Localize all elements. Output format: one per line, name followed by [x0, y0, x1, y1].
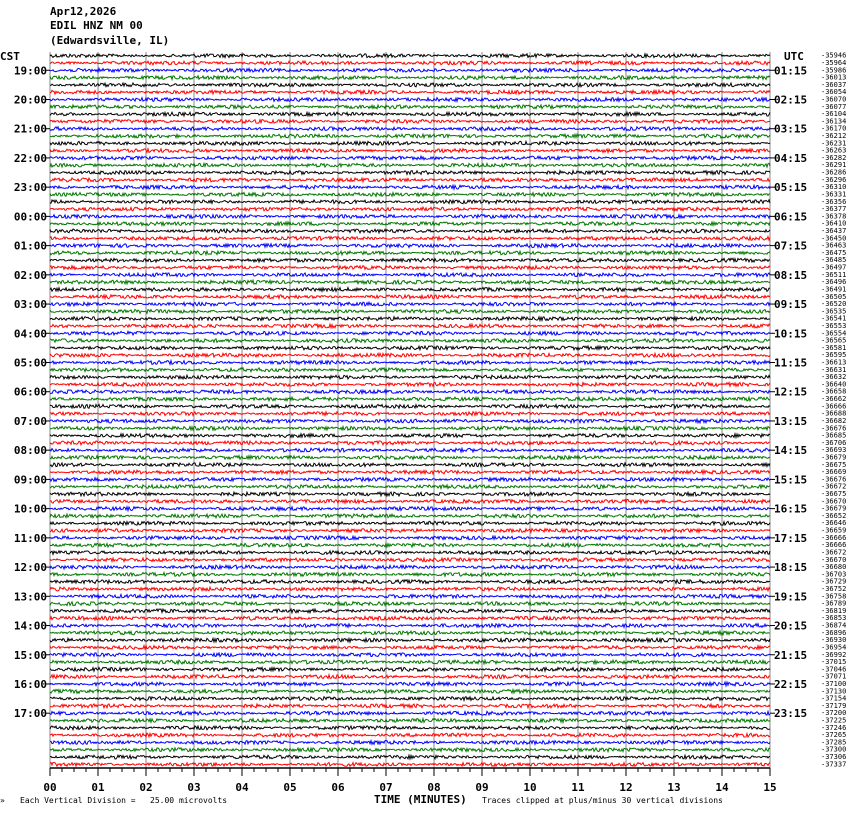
seismic-trace — [50, 762, 770, 766]
hour-label-cst: 14:00 — [13, 619, 47, 633]
hour-label-cst: 19:00 — [13, 64, 47, 78]
trace-offset-label: -36954 — [821, 643, 847, 652]
trace-offset-label: -36104 — [821, 110, 847, 119]
seismic-trace — [50, 397, 770, 401]
seismic-trace — [50, 499, 770, 503]
seismic-trace — [50, 587, 770, 591]
x-tick-label: 05 — [283, 781, 297, 794]
seismic-trace — [50, 594, 770, 598]
trace-offset-label: -36170 — [821, 124, 847, 133]
hour-label-utc: 18:15 — [774, 561, 808, 575]
trace-offset-label: -37225 — [821, 716, 847, 725]
trace-offset-label: -36496 — [821, 278, 847, 287]
seismic-trace — [50, 222, 770, 226]
header-location: (Edwardsville, IL) — [50, 34, 170, 47]
seismic-trace — [50, 529, 770, 533]
seismic-trace — [50, 390, 770, 394]
trace-offset-label: -36632 — [821, 373, 847, 382]
x-tick-label: 15 — [763, 781, 777, 794]
seismic-trace — [50, 310, 770, 314]
seismic-trace — [50, 76, 770, 80]
trace-offset-label: -36595 — [821, 351, 847, 360]
hour-label-cst: 03:00 — [13, 298, 47, 312]
trace-offset-label: -37100 — [821, 679, 847, 688]
seismic-trace — [50, 171, 770, 175]
seismic-trace — [50, 543, 770, 547]
hour-label-utc: 19:15 — [774, 590, 808, 604]
trace-offset-label: -36631 — [821, 365, 847, 374]
seismic-trace — [50, 689, 770, 693]
seismic-trace — [50, 741, 770, 745]
hour-label-cst: 00:00 — [13, 210, 47, 224]
seismic-trace — [50, 324, 770, 328]
seismic-trace — [50, 755, 770, 759]
seismic-trace — [50, 441, 770, 445]
hour-label-cst: 07:00 — [13, 414, 47, 428]
seismic-trace — [50, 470, 770, 474]
hour-label-cst: 11:00 — [13, 531, 47, 545]
trace-offset-label: -36676 — [821, 475, 847, 484]
seismic-trace — [50, 719, 770, 723]
hour-label-cst: 06:00 — [13, 385, 47, 399]
seismic-trace — [50, 748, 770, 752]
utc-label: UTC — [784, 50, 804, 63]
trace-offset-label: -36410 — [821, 219, 847, 228]
trace-offset-label: -36670 — [821, 555, 847, 564]
seismic-trace — [50, 492, 770, 496]
seismic-trace — [50, 624, 770, 628]
seismic-trace — [50, 375, 770, 379]
seismic-trace — [50, 141, 770, 145]
x-tick-label: 02 — [139, 781, 153, 794]
x-tick-label: 00 — [43, 781, 57, 794]
seismic-trace — [50, 733, 770, 737]
hour-label-cst: 09:00 — [13, 473, 47, 487]
seismic-trace — [50, 346, 770, 350]
trace-offset-label: -36679 — [821, 504, 847, 513]
trace-offset-label: -36672 — [821, 548, 847, 557]
seismic-trace — [50, 616, 770, 620]
header-date: Apr12,2026 — [50, 5, 117, 18]
trace-offset-label: -36669 — [821, 468, 847, 477]
trace-offset-label: -36581 — [821, 343, 847, 352]
hour-label-utc: 06:15 — [774, 210, 808, 224]
seismic-trace — [50, 288, 770, 292]
seismic-trace — [50, 565, 770, 569]
seismic-trace — [50, 580, 770, 584]
trace-offset-label: -36676 — [821, 424, 847, 433]
hour-label-cst: 08:00 — [13, 444, 47, 458]
seismic-trace — [50, 631, 770, 635]
hour-label-cst: 02:00 — [13, 268, 47, 282]
seismic-trace — [50, 361, 770, 365]
x-tick-label: 11 — [571, 781, 585, 794]
x-tick-label: 14 — [715, 781, 729, 794]
seismic-trace — [50, 90, 770, 94]
trace-offset-label: -36703 — [821, 570, 847, 579]
hour-label-utc: 10:15 — [774, 327, 808, 341]
seismic-trace — [50, 105, 770, 109]
seismic-trace — [50, 478, 770, 482]
trace-offset-label: -36310 — [821, 183, 847, 192]
header-station: EDIL HNZ NM 00 — [50, 19, 143, 32]
hour-label-cst: 10:00 — [13, 502, 47, 516]
trace-offset-label: -36378 — [821, 212, 847, 221]
hour-label-utc: 12:15 — [774, 385, 808, 399]
trace-offset-label: -37300 — [821, 745, 847, 754]
hour-label-utc: 01:15 — [774, 64, 808, 78]
seismic-trace — [50, 368, 770, 372]
seismic-trace — [50, 119, 770, 123]
trace-offset-label: -36565 — [821, 336, 847, 345]
trace-offset-label: -36356 — [821, 197, 847, 206]
hour-label-utc: 07:15 — [774, 239, 808, 253]
seismic-trace — [50, 149, 770, 153]
x-tick-label: 13 — [667, 781, 681, 794]
trace-offset-label: -37130 — [821, 687, 847, 696]
hour-label-utc: 16:15 — [774, 502, 808, 516]
trace-offset-label: -36666 — [821, 402, 847, 411]
seismic-trace — [50, 675, 770, 679]
seismic-trace — [50, 456, 770, 460]
seismic-trace — [50, 704, 770, 708]
trace-offset-label: -36666 — [821, 533, 847, 542]
trace-offset-label: -36475 — [821, 248, 847, 257]
hour-label-cst: 01:00 — [13, 239, 47, 253]
trace-offset-label: -36013 — [821, 73, 847, 82]
trace-offset-label: -36331 — [821, 190, 847, 199]
cst-label: CST — [0, 50, 20, 63]
trace-offset-label: -36212 — [821, 132, 847, 141]
x-tick-label: 12 — [619, 781, 633, 794]
x-tick-label: 06 — [331, 781, 345, 794]
seismic-trace — [50, 353, 770, 357]
seismic-trace — [50, 266, 770, 270]
trace-offset-label: -36729 — [821, 577, 847, 586]
trace-offset-label: -35946 — [821, 51, 847, 60]
clip-note: Traces clipped at plus/minus 30 vertical divisions — [482, 796, 723, 805]
trace-offset-label: -37015 — [821, 658, 847, 667]
trace-offset-label: -36520 — [821, 300, 847, 309]
seismic-trace — [50, 83, 770, 87]
hour-label-utc: 04:15 — [774, 151, 808, 165]
seismic-trace — [50, 572, 770, 576]
seismic-trace — [50, 68, 770, 72]
trace-offset-label: -36054 — [821, 88, 847, 97]
trace-offset-label: -35964 — [821, 58, 847, 67]
trace-offset-label: -37154 — [821, 694, 847, 703]
trace-offset-label: -36491 — [821, 285, 847, 294]
hour-label-utc: 22:15 — [774, 677, 808, 691]
trace-offset-label: -36675 — [821, 460, 847, 469]
seismic-trace — [50, 156, 770, 160]
trace-offset-label: -36685 — [821, 431, 847, 440]
seismic-trace — [50, 229, 770, 233]
trace-offset-label: -36077 — [821, 102, 847, 111]
hour-label-utc: 09:15 — [774, 298, 808, 312]
hour-label-cst: 23:00 — [13, 181, 47, 195]
seismic-trace — [50, 112, 770, 116]
trace-offset-label: -36672 — [821, 482, 847, 491]
trace-offset-label: -36758 — [821, 592, 847, 601]
seismic-trace — [50, 558, 770, 562]
seismic-trace — [50, 163, 770, 167]
trace-offset-label: -36291 — [821, 161, 847, 170]
x-tick-label: 08 — [427, 781, 441, 794]
seismic-trace — [50, 412, 770, 416]
seismic-trace — [50, 426, 770, 430]
trace-offset-label: -36666 — [821, 541, 847, 550]
seismic-trace — [50, 609, 770, 613]
seismic-trace — [50, 178, 770, 182]
trace-offset-label: -36670 — [821, 497, 847, 506]
trace-offset-label: -36511 — [821, 270, 847, 279]
trace-offset-label: -36037 — [821, 80, 847, 89]
trace-offset-label: -36613 — [821, 358, 847, 367]
seismic-trace — [50, 602, 770, 606]
hour-label-utc: 02:15 — [774, 93, 808, 107]
seismic-trace — [50, 667, 770, 671]
trace-offset-label: -36652 — [821, 511, 847, 520]
trace-offset-label: -36662 — [821, 395, 847, 404]
trace-offset-label: -36553 — [821, 321, 847, 330]
trace-offset-label: -36679 — [821, 453, 847, 462]
hour-label-utc: 08:15 — [774, 268, 808, 282]
hour-label-utc: 23:15 — [774, 707, 808, 721]
trace-offset-label: -36437 — [821, 227, 847, 235]
trace-offset-label: -36485 — [821, 256, 847, 265]
seismic-trace — [50, 726, 770, 730]
trace-offset-label: -35986 — [821, 66, 847, 75]
seismic-trace — [50, 536, 770, 540]
x-tick-label: 04 — [235, 781, 249, 794]
trace-offset-label: -37285 — [821, 738, 847, 747]
trace-offset-label: -36992 — [821, 650, 847, 659]
trace-offset-label: -36752 — [821, 585, 847, 593]
hour-label-cst: 05:00 — [13, 356, 47, 370]
seismic-trace — [50, 521, 770, 525]
trace-offset-label: -36874 — [821, 621, 847, 630]
seismic-trace — [50, 463, 770, 467]
seismic-trace — [50, 448, 770, 452]
seismic-trace — [50, 236, 770, 240]
hour-label-utc: 17:15 — [774, 531, 808, 545]
trace-offset-label: -36853 — [821, 614, 847, 623]
hour-label-utc: 05:15 — [774, 181, 808, 195]
trace-offset-label: -36706 — [821, 438, 847, 447]
seismic-trace — [50, 507, 770, 511]
seismic-trace — [50, 404, 770, 408]
trace-offset-label: -36231 — [821, 139, 847, 148]
seismic-trace — [50, 485, 770, 489]
seismic-trace — [50, 98, 770, 102]
trace-offset-label: -36675 — [821, 490, 847, 499]
x-axis-title: TIME (MINUTES) — [374, 793, 467, 806]
trace-offset-label: -36646 — [821, 519, 847, 528]
x-tick-label: 10 — [523, 781, 537, 794]
seismic-trace — [50, 638, 770, 642]
hour-label-utc: 14:15 — [774, 444, 808, 458]
seismic-trace — [50, 646, 770, 650]
trace-offset-label: -36693 — [821, 446, 847, 455]
trace-offset-label: -36658 — [821, 387, 847, 396]
trace-offset-label: -36680 — [821, 563, 847, 572]
trace-offset-label: -37200 — [821, 709, 847, 718]
seismic-trace — [50, 682, 770, 686]
trace-offset-label: -36263 — [821, 146, 847, 155]
trace-offset-label: -36497 — [821, 263, 847, 272]
hour-label-cst: 20:00 — [13, 93, 47, 107]
seismic-trace — [50, 514, 770, 518]
vertical-division-note: Each Vertical Division = 25.00 microvolts — [20, 796, 228, 805]
trace-offset-label: -36554 — [821, 329, 847, 338]
x-tick-label: 07 — [379, 781, 393, 794]
seismic-trace — [50, 54, 770, 58]
seismic-trace — [50, 193, 770, 197]
trace-offset-label: -37265 — [821, 731, 847, 740]
trace-offset-label: -37246 — [821, 723, 847, 732]
trace-offset-label: -37046 — [821, 665, 847, 674]
trace-offset-label: -36070 — [821, 95, 847, 104]
seismic-trace — [50, 280, 770, 284]
seismic-trace — [50, 134, 770, 138]
trace-offset-label: -36296 — [821, 175, 847, 184]
seismic-trace — [50, 258, 770, 262]
trace-offset-label: -36134 — [821, 117, 847, 126]
seismic-trace — [50, 295, 770, 299]
seismic-trace — [50, 653, 770, 657]
trace-offset-label: -37179 — [821, 701, 847, 710]
seismic-trace — [50, 200, 770, 204]
trace-offset-label: -36286 — [821, 168, 847, 177]
seismic-trace — [50, 382, 770, 386]
trace-offset-label: -36535 — [821, 307, 847, 316]
x-tick-label: 09 — [475, 781, 489, 794]
x-tick-label: 03 — [187, 781, 201, 794]
hour-label-cst: 13:00 — [13, 590, 47, 604]
trace-offset-label: -36450 — [821, 234, 847, 243]
seismic-trace — [50, 660, 770, 664]
trace-offset-label: -37071 — [821, 672, 847, 681]
seismic-trace — [50, 207, 770, 211]
trace-offset-label: -36463 — [821, 241, 847, 250]
seismic-trace — [50, 244, 770, 248]
seismic-trace — [50, 331, 770, 335]
trace-offset-label: -36640 — [821, 380, 847, 389]
trace-offset-label: -36688 — [821, 409, 847, 418]
trace-offset-label: -36659 — [821, 526, 847, 535]
trace-offset-label: -36896 — [821, 628, 847, 637]
hour-label-utc: 11:15 — [774, 356, 808, 370]
trace-offset-label: -36930 — [821, 636, 847, 645]
seismic-trace — [50, 434, 770, 438]
hour-label-utc: 03:15 — [774, 122, 808, 136]
seismic-trace — [50, 61, 770, 65]
hour-label-utc: 13:15 — [774, 414, 808, 428]
trace-offset-label: -36682 — [821, 416, 847, 425]
scale-glyph: » — [0, 796, 5, 805]
hour-label-cst: 16:00 — [13, 677, 47, 691]
seismic-trace — [50, 697, 770, 701]
hour-label-utc: 15:15 — [774, 473, 808, 487]
trace-offset-label: -36505 — [821, 292, 847, 301]
hour-label-cst: 15:00 — [13, 648, 47, 662]
seismic-trace — [50, 339, 770, 343]
trace-offset-label: -36541 — [821, 314, 847, 323]
hour-label-utc: 20:15 — [774, 619, 808, 633]
seismic-trace — [50, 185, 770, 189]
seismic-trace — [50, 215, 770, 219]
seismic-trace — [50, 317, 770, 321]
hour-label-cst: 04:00 — [13, 327, 47, 341]
trace-offset-label: -37337 — [821, 760, 847, 769]
seismic-trace — [50, 273, 770, 277]
seismic-trace — [50, 127, 770, 131]
hour-label-cst: 22:00 — [13, 151, 47, 165]
trace-offset-label: -36282 — [821, 153, 847, 162]
hour-label-utc: 21:15 — [774, 648, 808, 662]
hour-label-cst: 17:00 — [13, 707, 47, 721]
trace-offset-label: -37306 — [821, 753, 847, 762]
seismic-trace — [50, 551, 770, 555]
x-tick-label: 01 — [91, 781, 105, 794]
seismic-trace — [50, 419, 770, 423]
trace-offset-label: -36789 — [821, 599, 847, 608]
hour-label-cst: 12:00 — [13, 561, 47, 575]
trace-offset-label: -36819 — [821, 606, 847, 615]
hour-label-cst: 21:00 — [13, 122, 47, 136]
trace-offset-label: -36377 — [821, 205, 847, 214]
seismic-trace — [50, 251, 770, 255]
seismic-trace — [50, 711, 770, 715]
seismic-trace — [50, 302, 770, 306]
